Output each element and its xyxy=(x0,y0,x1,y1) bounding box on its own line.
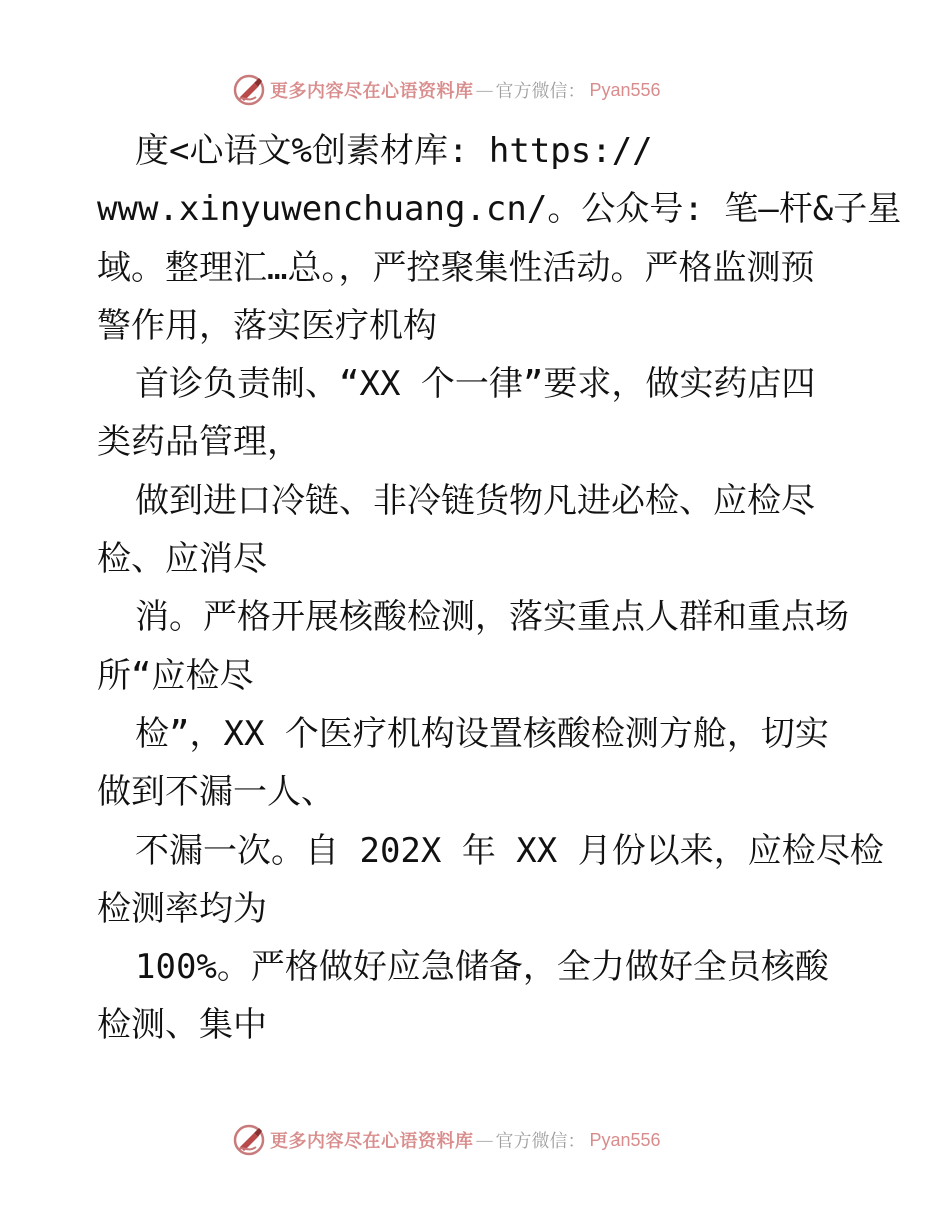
text-line: 做到不漏一人、 xyxy=(97,772,335,813)
text-line: 消。严格开展核酸检测，落实重点人群和重点场 xyxy=(135,597,849,638)
watermark-contact-label: 官方微信： xyxy=(495,1131,586,1152)
text-line: www.xinyuwenchuang.cn/。公众号: 笔—杆&子星 xyxy=(97,189,902,230)
text-line: 100%。严格做好应急储备，全力做好全员核酸 xyxy=(135,947,829,988)
text-line: 所“应检尽 xyxy=(97,655,254,696)
text-line: 检测率均为 xyxy=(97,888,267,929)
body-text xyxy=(97,122,902,1055)
pen-logo-icon xyxy=(232,73,266,107)
text-line: 首诊负责制、“XX 个一律”要求，做实药店四 xyxy=(135,364,816,405)
watermark-dash: — xyxy=(475,1129,494,1151)
text-line: 度<心语文%创素材库: https:// xyxy=(135,131,653,171)
watermark-contact-id: Pyan556 xyxy=(589,1129,661,1150)
watermark-dash: — xyxy=(475,79,494,101)
text-line: 做到进口冷链、非冷链货物凡进必检、应检尽 xyxy=(135,480,815,521)
header-watermark xyxy=(232,70,752,110)
watermark-text: 更多内容尽在心语资料库 xyxy=(270,1131,474,1152)
pen-logo-icon xyxy=(232,1123,266,1157)
text-line: 警作用，落实医疗机构 xyxy=(97,305,437,346)
watermark-text: 更多内容尽在心语资料库 xyxy=(270,81,474,102)
watermark-contact-label: 官方微信： xyxy=(495,81,586,102)
text-line: 类药品管理， xyxy=(97,422,301,463)
watermark-contact-id: Pyan556 xyxy=(589,79,661,100)
footer-watermark xyxy=(232,1120,752,1160)
text-line: 检测、集中 xyxy=(97,1005,267,1046)
text-line: 检、应消尽 xyxy=(97,539,267,580)
text-line: 不漏一次。自 202X 年 XX 月份以来，应检尽检 xyxy=(135,830,884,871)
text-line: 域。整理汇…总。，严控聚集性活动。严格监测预 xyxy=(97,247,815,288)
text-line: 检”，XX 个医疗机构设置核酸检测方舱，切实 xyxy=(135,713,829,754)
